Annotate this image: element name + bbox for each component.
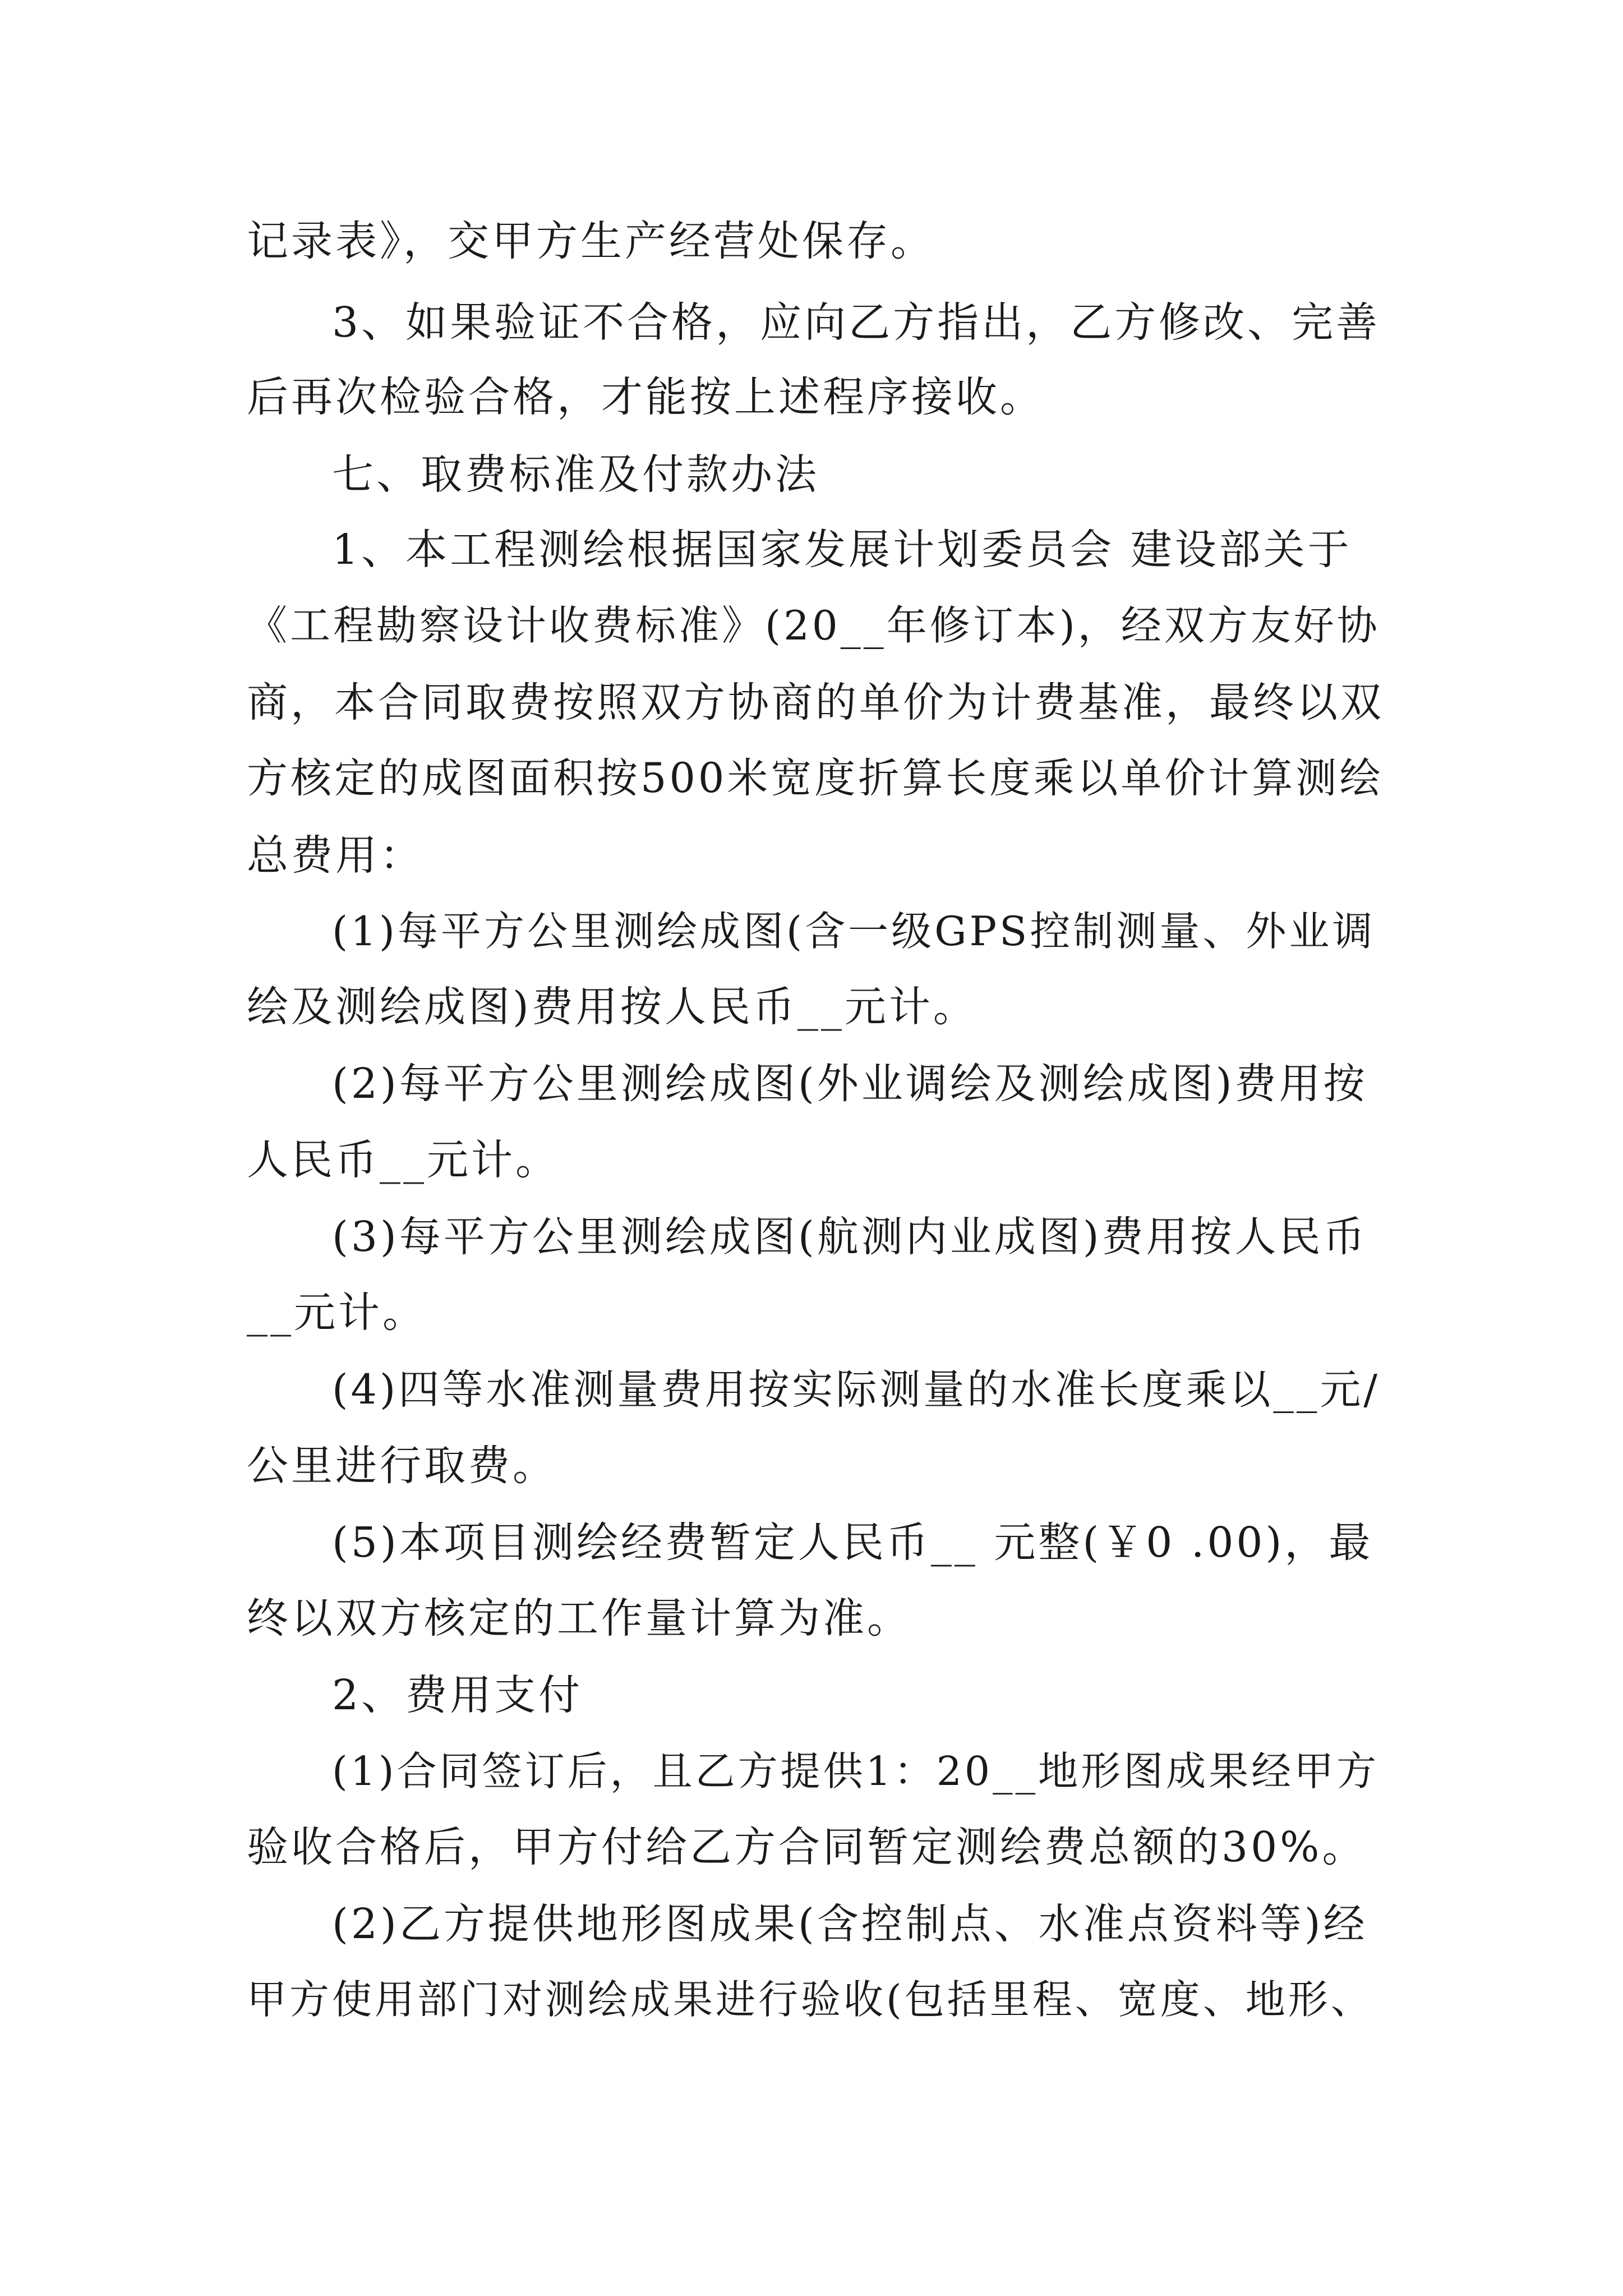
text-line: 绘及测绘成图)费用按人民币__元计。 xyxy=(247,983,978,1031)
text-line: (2)乙方提供地形图成果(含控制点、水准点资料等)经 xyxy=(332,1900,1368,1948)
section-heading: 七、取费标准及付款办法 xyxy=(332,450,819,499)
text-line: (5)本项目测绘经费暂定人民币__ 元整(￥0 .00)，最 xyxy=(332,1519,1373,1567)
section-heading: 2、费用支付 xyxy=(332,1671,583,1719)
text-line: 终以双方核定的工作量计算为准。 xyxy=(247,1594,911,1642)
text-line: 公里进行取费。 xyxy=(247,1442,557,1490)
text-line: (3)每平方公里测绘成图(航测内业成图)费用按人民币 xyxy=(332,1213,1368,1261)
text-line: (1)每平方公里测绘成图(含一级GPS控制测量、外业调 xyxy=(332,908,1376,955)
text-line: (2)每平方公里测绘成图(外业调绘及测绘成图)费用按 xyxy=(332,1060,1368,1108)
text-line: 商，本合同取费按照双方协商的单价为计费基准，最终以双 xyxy=(247,679,1384,726)
text-line: 1、本工程测绘根据国家发展计划委员会 建设部关于 xyxy=(332,526,1352,574)
text-line: 方核定的成图面积按500米宽度折算长度乘以单价计算测绘 xyxy=(247,754,1384,802)
text-line: 总费用： xyxy=(247,831,424,880)
text-line: 甲方使用部门对测绘成果进行验收(包括里程、宽度、地形、 xyxy=(247,1976,1373,2023)
text-line: 3、如果验证不合格，应向乙方指出，乙方修改、完善 xyxy=(332,298,1381,347)
text-line: (4)四等水准测量费用按实际测量的水准长度乘以__元/ xyxy=(332,1366,1380,1414)
text-line: 验收合格后，甲方付给乙方合同暂定测绘费总额的30%。 xyxy=(247,1823,1367,1871)
text-line: 后再次检验合格，才能按上述程序接收。 xyxy=(247,373,1044,421)
text-line: (1)合同签订后，且乙方提供1：20__地形图成果经甲方 xyxy=(332,1748,1380,1795)
text-line: 人民币__元计。 xyxy=(247,1136,560,1184)
text-line: 记录表》，交甲方生产经营处保存。 xyxy=(247,217,935,265)
text-line: 《工程勘察设计收费标准》(20__年修订本)，经双方友好协 xyxy=(247,602,1380,649)
text-line: __元计。 xyxy=(247,1289,427,1337)
